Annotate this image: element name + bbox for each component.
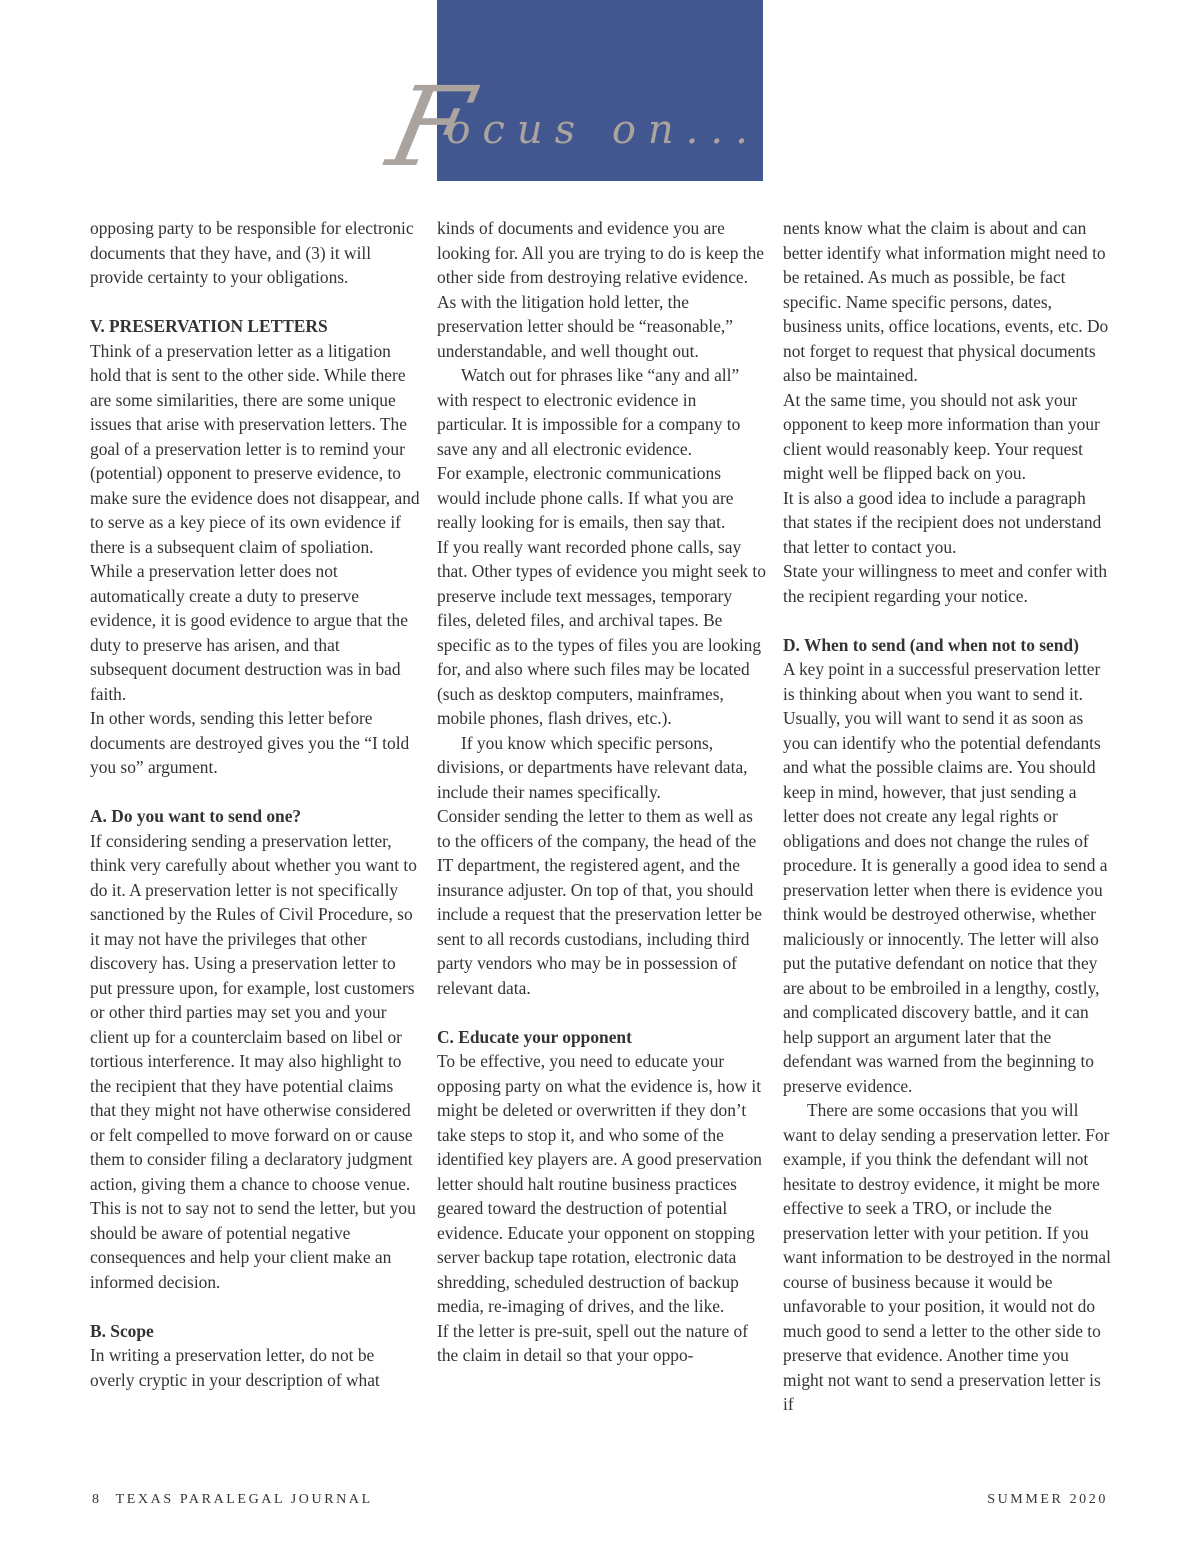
paragraph: In writing a preservation letter, do not be overly cryptic in your description of what [90, 1345, 380, 1390]
paragraph: kinds of documents and evidence you are looking for. All you are trying to do is keep the other side from destroying relative evidence. As with the litigation hold letter, the preservation letter should be “reasonable,” understandable, and well thought out. [437, 218, 764, 361]
section-heading: C. Educate your opponent [437, 1026, 632, 1047]
paragraph: opposing party to be responsible for electronic documents that they have, and (3) it will provide certainty to your obligations. [90, 218, 414, 287]
paragraph: If you really want recorded phone calls, say that. Other types of evidence you might seek to preserve include text messages, temporary files, deleted files, and archival tapes. Be specific as to the types of files you are looking for, and also where such files may be located (such as desktop computers, mainframes, mobile phones, flash drives, etc.). [437, 536, 766, 728]
paragraph: If you know which specific persons, divisions, or departments have relevant data, include their names specifically. [437, 732, 748, 802]
section-title [378, 63, 760, 191]
paragraph: State your willingness to meet and confer with the recipient regarding your notice. [783, 561, 1108, 606]
issue-date: SUMMER 2020 [987, 1492, 1108, 1507]
section-heading: B. Scope [90, 1320, 154, 1341]
section-title-capital: F [378, 63, 482, 191]
paragraph: Watch out for phrases like “any and all” with respect to electronic evidence in particular. It is impossible for a company to save any and all electronic evidence. [437, 365, 741, 459]
text-column-3 [783, 216, 1113, 1417]
section-gap [90, 780, 420, 805]
text-column-2 [437, 216, 767, 1368]
paragraph: In other words, sending this letter before documents are destroyed gives you the “I told you so” argument. [90, 708, 410, 777]
section-heading: D. When to send (and when not to send) [783, 634, 1079, 655]
section-heading: V. PRESERVATION LETTERS [90, 316, 328, 336]
paragraph: At the same time, you should not ask your opponent to keep more information than your client would reasonably keep. Your request might well be flipped back on you. [783, 389, 1100, 483]
paragraph: If the letter is pre-suit, spell out the nature of the claim in detail so that your oppo- [437, 1320, 749, 1365]
journal-name: TEXAS PARALEGAL JOURNAL [115, 1492, 373, 1507]
section-heading: A. Do you want to send one? [90, 806, 302, 826]
paragraph: It is also a good idea to include a paragraph that states if the recipient does not understand that letter to contact you. [783, 487, 1102, 557]
section-gap [783, 608, 1113, 633]
paragraph: If considering sending a preservation letter, think very carefully about whether you want to do it. A preservation letter is not specifically sanctioned by the Rules of Civil Procedure, so it may not have the privileges that other discovery has. Using a preservation letter to put pressure upon, for example, lost customers or other third parties may set you and your client up for a counterclaim based on libel or tortious interference. It may also highlight to the recipient that they have potential claims that they might not have otherwise considered or felt compelled to move forward on or cause them to consider filing a declaratory judgment action, giving them a chance to choose venue. This is not to say not to send the letter, but you should be aware of potential negative consequences and help your client make an informed decision. [90, 830, 417, 1292]
text-column-1 [90, 216, 420, 1392]
paragraph: There are some occasions that you will want to delay sending a preservation letter. For example, if you think the defendant will not hesitate to destroy evidence, it might be more effective to seek a TRO, or include the preservation letter with your petition. If you want information to be destroyed in the normal course of business because it would be unfavorable to your position, it would not do much good to send a letter to the other side to preserve that evidence. Another time you might not want to send a preservation letter is if [783, 1100, 1111, 1414]
paragraph: To be effective, you need to educate your opposing party on what the evidence is, how it might be deleted or overwritten if they don’t take steps to stop it, and who some of the identified key players are. A good preservation letter should halt routine business practices geared toward the destruction of potential evidence. Educate your opponent on stopping server backup tape rotation, electronic data shredding, scheduled destruction of backup media, re-imaging of drives, and the like. [437, 1051, 763, 1316]
section-gap [437, 1000, 767, 1025]
paragraph: For example, electronic communications would include phone calls. If what you are really looking for is emails, then say that. [437, 463, 734, 532]
paragraph: nents know what the claim is about and can better identify what information might need to be retained. As much as possible, be fact specific. Name specific persons, dates, business units, office locations, events, etc. Do not forget to request that physical documents also be maintained. [783, 218, 1109, 385]
section-gap [90, 1294, 420, 1319]
section-gap [90, 290, 420, 315]
section-title-rest: ocus on... [446, 107, 760, 153]
paragraph: Think of a preservation letter as a litigation hold that is sent to the other side. While there are some similarities, there are some unique issues that arise with preservation letters. The goal of a preservation letter is to remind your (potential) opponent to preserve evidence, to make sure the evidence does not disappear, and to serve as a key piece of its own evidence if there is a subsequent claim of spoliation. While a preservation letter does not automatically create a duty to preserve evidence, it is good evidence to argue that the duty to preserve has arisen, and that subsequent document destruction was in bad faith. [90, 340, 420, 704]
paragraph: Consider sending the letter to them as well as to the officers of the company, the head of the IT department, the registered agent, and the insurance adjuster. On top of that, you should include a request that the preservation letter be sent to all records custodians, including third party vendors who may be in possession of relevant data. [437, 806, 762, 998]
page-number: 8 [92, 1492, 102, 1507]
footer-left [92, 1492, 373, 1508]
paragraph: A key point in a successful preservation letter is thinking about when you want to send it. Usually, you will want to send it as soon as you can identify who the potential defendants and what the possible claims are. You should keep in mind, however, that just sending a letter does not create any legal rights or obligations and does not change the rules of procedure. It is generally a good idea to send a preservation letter when there is evidence you think would be destroyed otherwise, whether maliciously or innocently. The letter will also put the putative defendant on notice that they are about to be embroiled in a lengthy, costly, and complicated discovery battle, and it can help support an argument later that the defendant was warned from the beginning to preserve evidence. [783, 659, 1108, 1096]
